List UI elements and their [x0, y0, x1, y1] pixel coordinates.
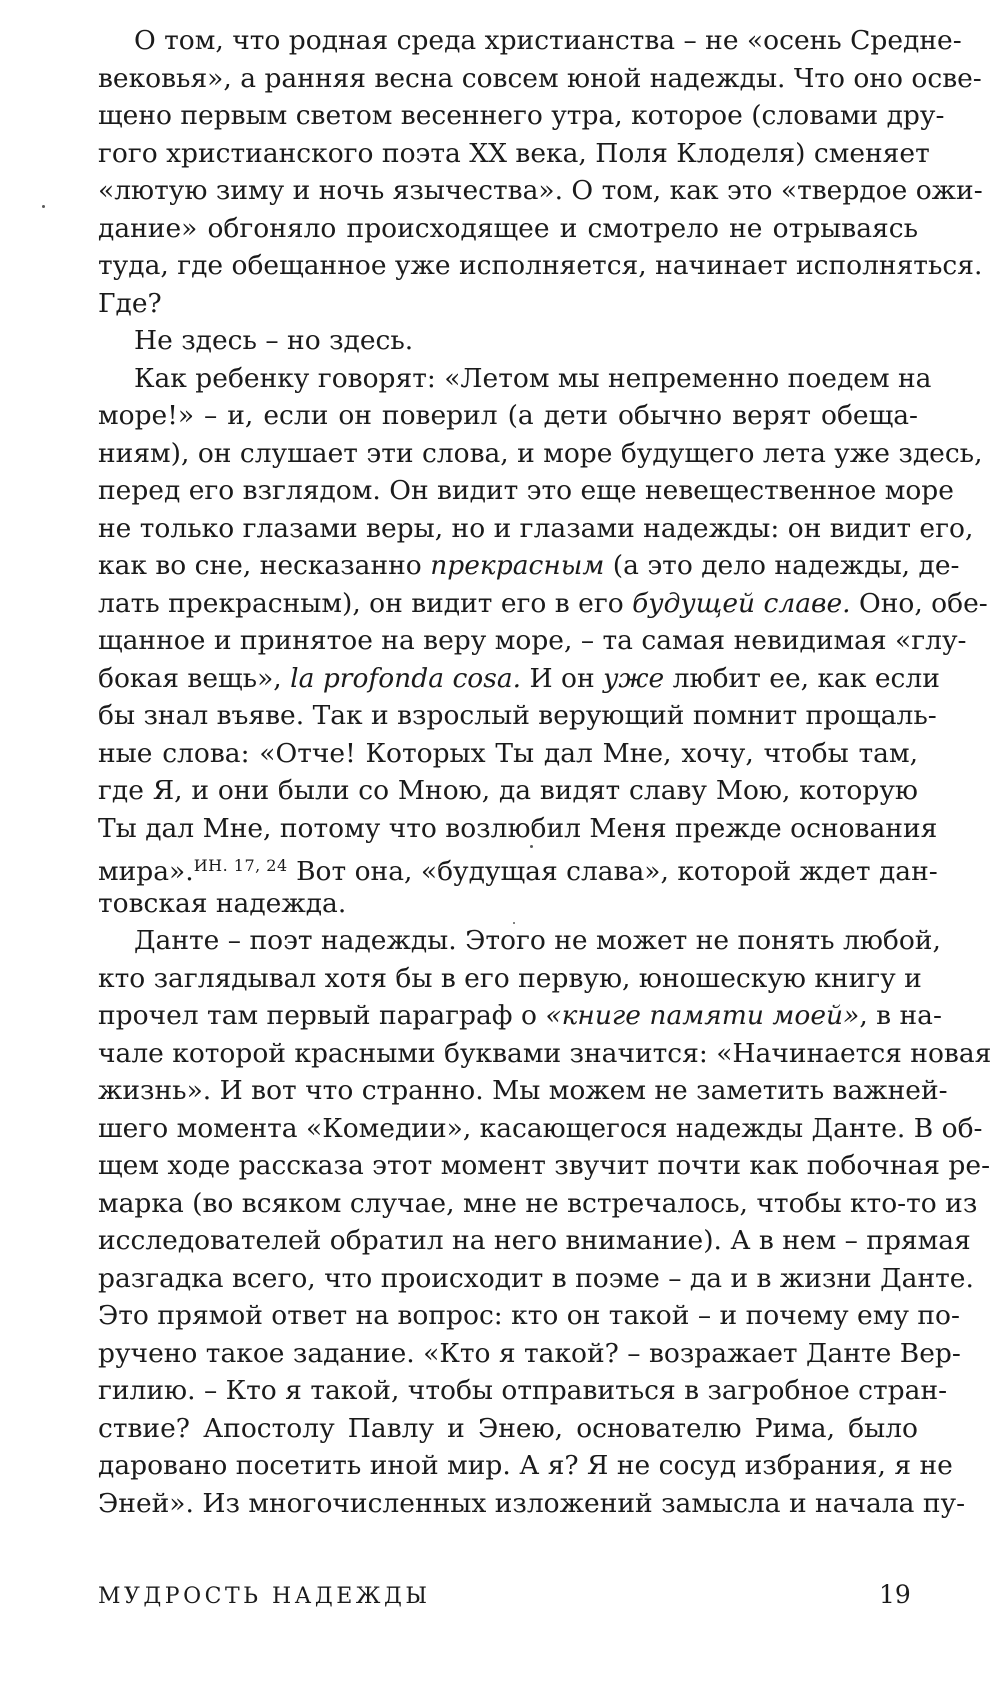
text-run: разгадка всего, что происходит в поэме – да и в жизни Данте.	[98, 1262, 974, 1294]
text-line	[98, 1072, 948, 1110]
text-run: вековья», а ранняя весна совсем юной надежды. Что оно осве-	[98, 62, 982, 94]
running-title: МУДРОСТЬ НАДЕЖДЫ	[98, 1584, 431, 1609]
text-line	[98, 922, 941, 960]
text-run: ные слова: «Отче! Которых Ты дал Мне, хочу, чтобы там,	[98, 737, 918, 769]
text-line	[98, 435, 983, 473]
text-line	[98, 622, 967, 660]
text-run: любит ее, как если	[664, 662, 940, 694]
body-text	[98, 22, 992, 1522]
text-line	[98, 810, 938, 848]
text-run: Где?	[98, 287, 162, 319]
text-run: дание» обгоняло происходящее и смотрело не отрываясь	[98, 212, 918, 244]
text-run: ниям), он слушает эти слова, и море будущего лета уже здесь,	[98, 437, 983, 469]
text-run: шего момента «Комедии», касающегося надежды Данте. В об-	[98, 1112, 983, 1144]
text-run: как во сне, несказанно	[98, 550, 431, 581]
text-line	[98, 60, 982, 98]
text-run: Вот она, «будущая слава», которой ждет дан-	[287, 856, 938, 887]
text-run: даровано посетить иной мир. А я? Я не сосуд избрания, я не	[98, 1450, 953, 1481]
text-line	[98, 172, 983, 210]
text-run: «лютую зиму и ночь язычества». О том, как это «твердое ожи-	[98, 175, 983, 206]
text-line	[98, 1485, 966, 1523]
text-run: Это прямой ответ на вопрос: кто он такой – и почему ему по-	[98, 1300, 960, 1331]
text-line	[98, 1147, 991, 1185]
text-line	[98, 210, 918, 248]
text-run: щем ходе рассказа этот момент звучит почти как побочная ре-	[98, 1150, 991, 1181]
text-run: не только глазами веры, но и глазами надежды: он видит его,	[98, 512, 974, 544]
text-run: , в на-	[859, 1000, 942, 1031]
text-run: мира».	[98, 856, 194, 887]
text-run: Ты дал Мне, потому что возлюбил Меня прежде основания	[98, 812, 938, 844]
text-run: ствие? Апостолу Павлу и Энею, основателю Рима, было	[98, 1412, 918, 1444]
text-run: марка (во всяком случае, мне не встречалось, чтобы кто-то из	[98, 1187, 978, 1219]
text-run: где Я, и они были со Мною, да видят славу Мою, которую	[98, 775, 918, 806]
text-line	[98, 1447, 953, 1485]
text-line	[98, 22, 962, 60]
text-run: ручено такое задание. «Кто я такой? – возражает Данте Вер-	[98, 1337, 961, 1369]
text-run: Эней». Из многочисленных изложений замысла и начала пу-	[98, 1487, 966, 1519]
text-run: Оно, обе-	[850, 587, 988, 619]
text-line	[98, 1297, 960, 1335]
text-run: прочел там первый параграф о	[98, 1000, 546, 1031]
print-speck	[42, 205, 45, 208]
text-line	[98, 1335, 961, 1373]
text-line	[98, 360, 932, 398]
text-line	[98, 960, 922, 998]
bible-reference: ИН. 17, 24	[193, 856, 288, 875]
text-line	[98, 472, 954, 510]
text-line	[98, 1222, 971, 1260]
text-run: гого христианского поэта XX века, Поля Клоделя) сменяет	[98, 137, 930, 169]
text-run: Данте – поэт надежды. Этого не может не понять любой,	[134, 925, 941, 956]
italic-text: уже	[603, 662, 665, 694]
text-line	[98, 1372, 948, 1410]
text-line	[98, 547, 960, 585]
text-line	[98, 247, 983, 285]
text-line	[98, 1035, 992, 1073]
print-speck	[530, 845, 533, 848]
text-run: Не здесь – но здесь.	[134, 325, 414, 356]
text-run: О том, что родная среда христианства – не «осень Средне-	[134, 25, 962, 56]
text-run: бокая вещь»,	[98, 662, 291, 694]
text-line	[98, 322, 918, 360]
text-run: лать прекрасным), он видит его в его	[98, 587, 633, 619]
text-line	[98, 135, 930, 173]
text-line	[98, 885, 918, 923]
text-run: чале которой красными буквами значится: «Начинается новая	[98, 1037, 992, 1069]
text-run: товская надежда.	[98, 887, 347, 919]
text-run: гилию. – Кто я такой, чтобы отправиться в загробное стран-	[98, 1375, 948, 1406]
text-run: Как ребенку говорят: «Летом мы непременно поедем на	[134, 362, 932, 394]
text-run: щанное и принятое на веру море, – та самая невидимая «глу-	[98, 625, 967, 656]
text-line	[98, 510, 974, 548]
text-run: жизнь». И вот что странно. Мы можем не заметить важней-	[98, 1075, 948, 1106]
text-run: (а это дело надежды, де-	[604, 550, 960, 581]
italic-text: la profonda cosa.	[290, 662, 522, 694]
text-run: море!» – и, если он поверил (а дети обычно верят обеща-	[98, 400, 918, 431]
text-run: бы знал въяве. Так и взрослый верующий помнит прощаль-	[98, 700, 937, 731]
print-speck	[513, 922, 515, 924]
text-run: исследователей обратил на него внимание). А в нем – прямая	[98, 1225, 971, 1256]
text-line	[98, 735, 918, 773]
italic-text: «книге памяти моей»	[545, 1000, 860, 1031]
page-number: 19	[879, 1580, 911, 1609]
text-line	[98, 1110, 983, 1148]
text-line	[98, 847, 938, 887]
text-line	[98, 772, 918, 810]
text-run: туда, где обещанное уже исполняется, начинает исполняться.	[98, 250, 983, 281]
text-line	[98, 1410, 918, 1448]
text-line	[98, 585, 988, 623]
text-run: щено первым светом весеннего утра, которое (словами дру-	[98, 100, 945, 131]
text-line	[98, 1260, 974, 1298]
text-line	[98, 997, 942, 1035]
italic-text: прекрасным	[430, 550, 605, 581]
text-line	[98, 1185, 978, 1223]
text-line	[98, 697, 937, 735]
text-line	[98, 285, 918, 323]
text-line	[98, 397, 918, 435]
text-line	[98, 660, 940, 698]
text-run: кто заглядывал хотя бы в его первую, юношескую книгу и	[98, 962, 922, 994]
text-line	[98, 97, 945, 135]
text-run: перед его взглядом. Он видит это еще невещественное море	[98, 475, 954, 506]
italic-text: будущей славе.	[632, 587, 851, 619]
text-run: И он	[521, 662, 604, 694]
